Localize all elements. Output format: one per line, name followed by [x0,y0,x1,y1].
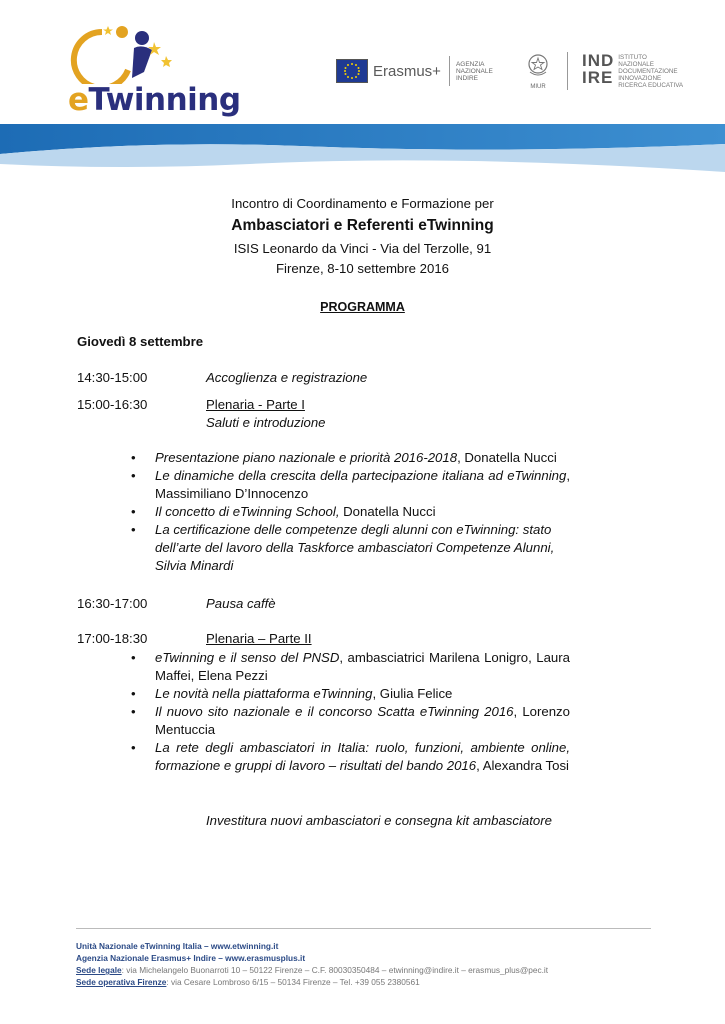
list-item: • Il concetto di eTwinning School, Donatella Nucci [131,504,436,519]
page-footer [76,940,548,988]
slot-time: 17:00-18:30 [77,631,148,646]
day-heading: Giovedì 8 settembre [77,334,204,349]
logo-divider [449,56,450,86]
slot-time: 14:30-15:00 [77,370,148,385]
miur-logo [525,52,551,90]
slot-activity: Pausa caffè [206,596,276,611]
indire-mark: IND IRE [582,51,615,87]
footer-divider [76,928,651,929]
etwinning-wordmark: eTwinning [68,82,241,118]
italian-emblem-icon [527,52,549,78]
session-items [129,649,570,775]
logo-divider [567,52,568,90]
indire-logo [582,52,683,89]
event-venue: ISIS Leonardo da Vinci - Via del Terzolle, 91 [233,241,492,256]
list-item: • La rete degli ambasciatori in Italia: ruolo, funzioni, ambiente online, formazione e gruppi di lavoro – risultati del bando 2016, Alexandra Tosi [131,740,570,773]
session-title: Plenaria - Parte I [206,397,305,412]
page-header [0,0,725,180]
etwinning-figures-icon [62,22,212,84]
event-title: Ambasciatori e Referenti eTwinning [231,217,494,234]
footer-legal-address: Sede legale: via Michelangelo Buonarroti 10 – 50122 Firenze – C.F. 80030350484 – etwinning@indire.it – erasmus_plus@pec.it [76,965,549,975]
list-item: • Le dinamiche della crescita della partecipazione italiana ad eTwinning, Massimiliano D’Innocenzo [131,468,570,501]
list-item: • Presentazione piano nazionale e priorità 2016-2018, Donatella Nucci [131,450,557,465]
list-item: • Le novità nella piattaforma eTwinning, Giulia Felice [131,686,453,701]
event-date: Firenze, 8-10 settembre 2016 [276,261,449,276]
list-item: • eTwinning e il senso del PNSD, ambasciatrici Marilena Lonigro, Laura Maffei, Elena Pezzi [131,650,570,683]
erasmus-logo [336,58,516,84]
list-item: • Il nuovo sito nazionale e il concorso Scatta eTwinning 2016, Lorenzo Mentuccia [131,704,570,737]
list-item: • La certificazione delle competenze degli alunni con eTwinning: stato dell’arte del lavoro della Taskforce ambasciatori Competenze Alunni, Silvia Minardi [131,522,555,573]
event-intro: Incontro di Coordinamento e Formazione per [231,196,494,211]
agency-label: AGENZIA NAZIONALE INDIRE [455,60,493,82]
miur-label: MIUR [530,84,546,90]
erasmus-name: Erasmus+ [373,62,441,80]
session-title: Plenaria – Parte II [206,631,312,646]
header-wave-band [0,124,725,172]
slot-activity: Accoglienza e registrazione [206,370,368,385]
slot-time: 15:00-16:30 [77,397,148,412]
eu-flag-icon [336,59,368,83]
indire-label: ISTITUTO NAZIONALE DOCUMENTAZIONE INNOVAZIONE RICERCA EDUCATIVA [618,54,684,89]
footer-agency: Agenzia Nazionale Erasmus+ Indire – www.erasmusplus.it [76,953,306,963]
session-items [129,449,570,575]
slot-activity [206,396,647,432]
closing-note: Investitura nuovi ambasciatori e consegna kit ambasciatore [206,813,552,828]
slot-time: 16:30-17:00 [77,596,148,611]
session-subtitle: Saluti e introduzione [206,415,326,430]
footer-operative-address: Sede operativa Firenze: via Cesare Lombroso 6/15 – 50134 Firenze – Tel. +39 055 2380561 [76,977,420,987]
footer-unit: Unità Nazionale eTwinning Italia – www.etwinning.it [76,941,279,951]
etwinning-logo [62,22,241,122]
program-heading: PROGRAMMA [320,300,405,314]
